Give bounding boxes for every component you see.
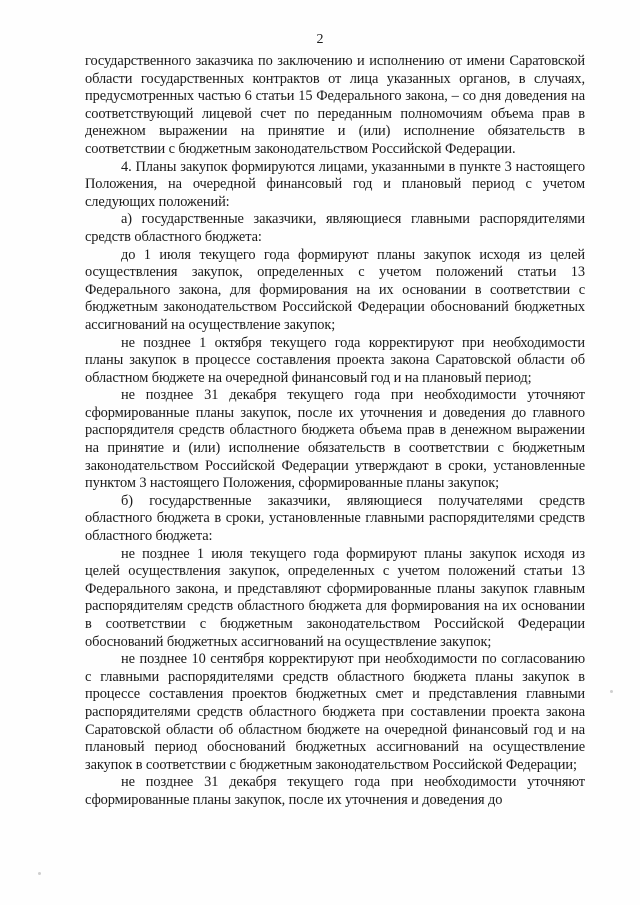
scan-speck: [38, 872, 41, 875]
paragraph-a-july: до 1 июля текущего года формируют планы закупок исходя из целей осуществления закупок, определенных с учетом положений статьи 13 Федерального закона, для формирования на их основании в соответствии с бюджетным законодательством Российской Федерации обоснований бюджетных ассигнований на осуществление закупок;: [85, 246, 585, 333]
paragraph-a-december: не позднее 31 декабря текущего года при необходимости уточняют сформированные планы закупок, после их уточнения и доведения до главного распорядителя средств областного бюджета объема прав в денежном выражении на принятие и (или) исполнение обязательств в соответствии с бюджетным законодательством Российской Федерации утверждают в сроки, установленные пунктом 3 настоящего Положения, сформированные планы закупок;: [85, 387, 585, 492]
paragraph-item-4: 4. Планы закупок формируются лицами, указанными в пункте 3 настоящего Положения, на очередной финансовый год и плановый период с учетом следующих положений:: [85, 158, 585, 210]
paragraph-a-october: не позднее 1 октября текущего года корректируют при необходимости планы закупок в процессе составления проекта закона Саратовской области об областном бюджете на очередной финансовый год и на плановый период;: [85, 334, 585, 386]
paragraph-b-september: не позднее 10 сентября корректируют при необходимости по согласованию с главными распорядителями средств областного бюджета планы закупок в процессе составления проектов бюджетных смет и представления главными распорядителями средств областного бюджета при составлении проекта закона Саратовской области об областном бюджете на очередной финансовый год и на плановый период обоснований бюджетных ассигнований на осуществление закупок в соответствии с бюджетным законодательством Российской Федерации;: [85, 651, 585, 773]
paragraph-b-december: не позднее 31 декабря текущего года при необходимости уточняют сформированные планы закупок, после их уточнения и доведения до: [85, 774, 585, 808]
paragraph-subitem-b: б) государственные заказчики, являющиеся получателями средств областного бюджета в сроки, установленные главными распорядителями средств областного бюджета:: [85, 492, 585, 545]
paragraph-continuation: государственного заказчика по заключению и исполнению от имени Саратовской области государственных контрактов от лица указанных органов, в случаях, предусмотренных частью 6 статьи 15 Федерального закона, – со дня доведения на соответствующий лицевой счет по переданным полномочиям объема прав в денежном выражении на принятие и (или) исполнение обязательств в соответствии с бюджетным законодательством Российской Федерации.: [85, 53, 585, 157]
page-number: 2: [316, 32, 324, 47]
paragraph-b-july: не позднее 1 июля текущего года формируют планы закупок исходя из целей осуществления закупок, определенных с учетом положений статьи 13 Федерального закона, и представляют сформированные планы закупок главным распорядителям средств областного бюджета для формирования на их основании в соответствии с бюджетным законодательством Российской Федерации обоснований бюджетных ассигнований на осуществление закупок;: [85, 545, 585, 650]
paragraph-subitem-a: а) государственные заказчики, являющиеся главными распорядителями средств областного бюджета:: [85, 211, 585, 245]
scan-speck: [610, 690, 613, 693]
document-body: [85, 53, 585, 810]
